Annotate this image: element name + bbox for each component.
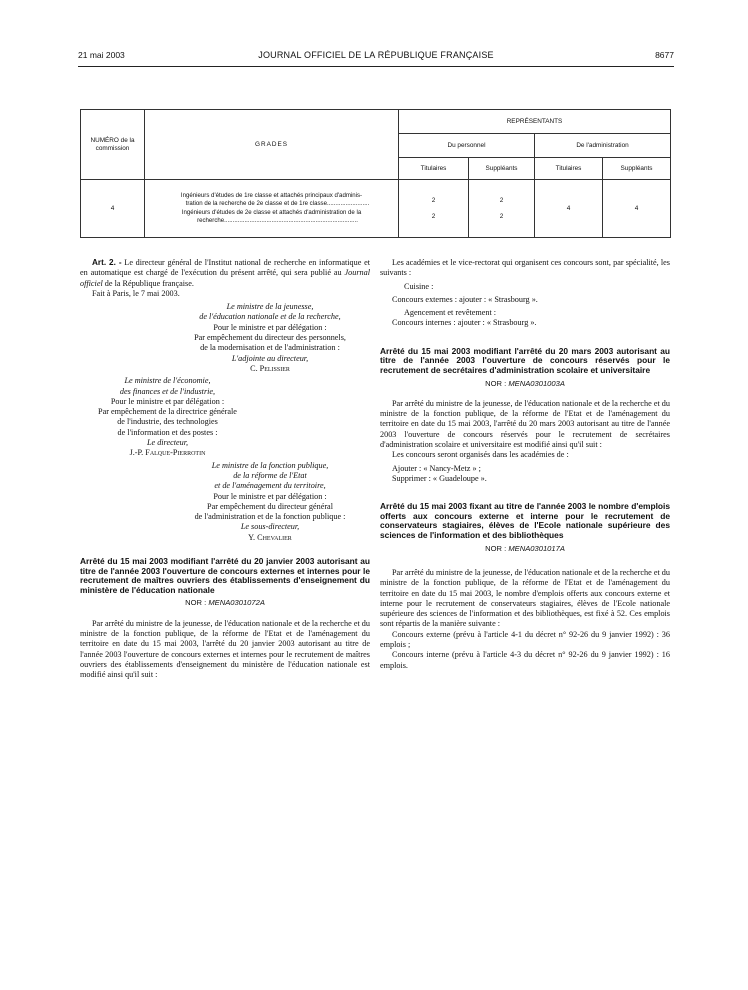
article-2-text: Le directeur général de l'Institut national de recherche en informatique et en automatique est chargé de l'exécution du présent arrêté, qui sera publié au: [80, 258, 370, 278]
row-admin-titulaires: 4: [535, 180, 603, 238]
row-pers-suppleants: [469, 180, 535, 238]
sig-line: de l'industrie, des technologies: [117, 417, 218, 427]
nor-code: MENA0301072A: [208, 598, 265, 608]
value: 2: [431, 196, 436, 204]
signatory-name: J.-P. Falque-Pierrotin: [129, 448, 206, 458]
arrete-text: Par arrêté du ministre de la jeunesse, de l'éducation nationale et de la recherche et du ministre de la fonction publique, de la réforme de l'Etat et de l'aménagement du territoire en date du 15 mai 2003, l'arrêté du 20 janvier 2003 autorisant au titre de l'année 2003 l'ouverture de concours externes et internes pour le recrutement de maîtres ouvriers des établissements d'enseignement du ministère de l'éducation nationale est modifié ainsi qu'il suit :: [80, 618, 370, 680]
nor-code: MENA0301017A: [508, 543, 565, 553]
nor-line: [80, 598, 370, 608]
sig-line: de l'information et des postes :: [117, 427, 218, 437]
sig-line: Le ministre de l'économie,: [124, 376, 211, 386]
grade-line: Ingénieurs d'études de 2e classe et attachés d'administration de la: [181, 208, 362, 216]
journal-title: JOURNAL OFFICIEL DE LA RÉPUBLIQUE FRANÇAISE: [258, 50, 494, 60]
arrete-2-text: Par arrêté du ministre de la jeunesse, de l'éducation nationale et de la recherche et du ministre de la fonction publique, de la réforme de l'Etat et de l'aménagement du territoire en date du 15 mai 2003, l'arrêté du 20 mars 2003 autorisant au titre de l'année 2003 l'ouverture de concours réservés pour le recrutement de secrétaires d'administration scolaire et universitaire est modifié ainsi qu'il suit :: [380, 398, 670, 450]
header-admin-suppleants: Suppléants: [603, 158, 671, 180]
header-administration: De l'administration: [535, 134, 671, 158]
article-2-tail: de la République française.: [102, 278, 194, 288]
fait-a-paris: Fait à Paris, le 7 mai 2003.: [92, 288, 180, 298]
signatory-name: Y. Chevalier: [248, 532, 292, 542]
arrete-3-title: Arrêté du 15 mai 2003 fixant au titre de l'année 2003 le nombre d'emplois offerts aux concours externe et interne pour le recrutement de conservateurs stagiaires, élèves de l'Ecole nationale supérieure des sciences de l'information et des bibliothèques: [380, 501, 670, 541]
header-admin-titulaires: Titulaires: [535, 158, 603, 180]
signature-block-3: [80, 461, 370, 543]
arrete-2-academies: Les concours seront organisés dans les académies de :: [392, 450, 569, 460]
arrete-3-externe: Concours externe (prévu à l'article 4-1 du décret n° 92-26 du 9 janvier 1992) : 36 emplois ;: [380, 629, 670, 649]
sig-line: de la modernisation et de l'administration :: [200, 343, 340, 353]
row-grades: [145, 180, 399, 238]
header-personnel-suppleants: Suppléants: [469, 158, 535, 180]
agencement-interne: Concours internes : ajouter : « Strasbourg ».: [392, 318, 537, 328]
header-grades: GRADES: [145, 110, 399, 180]
row-admin-suppleants: 4: [603, 180, 671, 238]
arrete-2-title: Arrêté du 15 mai 2003 modifiant l'arrêté du 20 mars 2003 autorisant au titre de l'année 2003 l'ouverture de concours réservés pour le recrutement de secrétaires d'administration scolaire et universitaire: [380, 345, 670, 375]
row-pers-titulaires: [399, 180, 469, 238]
sig-line: de l'éducation nationale et de la recherche,: [199, 312, 341, 322]
academies-intro: Les académies et le vice-rectorat qui organisent ces concours sont, par spécialité, les suivants :: [380, 258, 670, 278]
sig-line: Pour le ministre et par délégation :: [213, 322, 327, 332]
nor-label: NOR :: [185, 598, 207, 608]
table-row: [81, 180, 671, 238]
representants-table: [80, 109, 671, 238]
article-2-label: Art. 2. -: [92, 258, 122, 267]
nor-label: NOR :: [485, 543, 507, 553]
value: 2: [499, 212, 504, 220]
signature-block-2: [80, 376, 255, 458]
nor-code: MENA0301003A: [508, 378, 565, 388]
signature-block-1: [80, 302, 370, 374]
sig-line: des finances et de l'industrie,: [119, 386, 216, 396]
value: 2: [431, 212, 436, 220]
arrete-3-text: Par arrêté du ministre de la jeunesse, de l'éducation nationale et de la recherche et du ministre de la fonction publique, de la réforme de l'Etat et de l'aménagement du territoire en date du 15 mai 2003, le nombre d'emplois offerts aux concours externe et interne pour le recrutement de conservateurs stagiaires, élèves de l'Ecole nationale supérieure des sciences de l'information et des bibliothèques, est fixé à 52. Ces emplois sont répartis de la manière suivante :: [380, 567, 670, 629]
grade-line: Ingénieurs d'études de 1re classe et attachés principaux d'adminis-: [180, 191, 363, 199]
grade-line: recherche...............................................................................: [197, 217, 358, 224]
sig-line: Pour le ministre et par délégation :: [110, 396, 225, 406]
article-2-journal: Journal officiel: [80, 268, 370, 288]
nor-line-2: [380, 379, 670, 389]
row-numero: 4: [81, 180, 145, 238]
page-header: [78, 50, 674, 62]
sig-line: L'adjointe au directeur,: [231, 353, 309, 363]
header-rule: [78, 66, 674, 67]
sig-line: Pour le ministre et par délégation :: [213, 491, 327, 501]
value: 2: [499, 196, 504, 204]
header-representants: REPRÉSENTANTS: [399, 110, 671, 134]
signatory-name: C. Pelissier: [250, 363, 290, 373]
sig-line: Le ministre de la jeunesse,: [226, 302, 314, 312]
agencement-label: Agencement et revêtement :: [404, 308, 497, 318]
arrete-title: Arrêté du 15 mai 2003 modifiant l'arrêté du 20 janvier 2003 autorisant au titre de l'année 2003 l'ouverture de concours externes et internes pour le recrutement de maîtres ouvriers des établissements d'enseignement du ministère de l'éducation nationale: [80, 556, 370, 595]
sig-line: Le sous-directeur,: [240, 522, 300, 532]
grade-line: tration de la recherche de 2e classe et de 1re classe.........................: [185, 200, 370, 207]
header-personnel-titulaires: Titulaires: [399, 158, 469, 180]
left-column: [80, 258, 370, 680]
nor-line-3: [380, 544, 670, 554]
cuisine-label: Cuisine :: [404, 281, 434, 291]
sig-line: Par empêchement du directeur des personnels,: [194, 333, 346, 343]
sig-line: et de l'aménagement du territoire,: [214, 481, 326, 491]
sig-line: de l'administration et de la fonction publique :: [194, 512, 346, 522]
sig-line: Le directeur,: [146, 438, 189, 448]
sig-line: Le ministre de la fonction publique,: [211, 460, 329, 470]
arrete-2-ajouter: Ajouter : « Nancy-Metz » ;: [392, 463, 481, 473]
header-date: 21 mai 2003: [78, 50, 125, 60]
arrete-2-supprimer: Supprimer : « Guadeloupe ».: [392, 473, 487, 483]
arrete-3-interne: Concours interne (prévu à l'article 4-3 du décret n° 92-26 du 9 janvier 1992) : 16 emplois.: [380, 650, 670, 670]
sig-line: de la réforme de l'Etat: [233, 470, 307, 480]
article-2: [80, 258, 370, 289]
sig-line: Par empêchement du directeur général: [207, 501, 333, 511]
sig-line: Par empêchement de la directrice générale: [98, 407, 237, 417]
page-number: 8677: [655, 50, 674, 60]
cuisine-externe: Concours externes : ajouter : « Strasbourg ».: [392, 294, 538, 304]
header-personnel: Du personnel: [399, 134, 535, 158]
right-column: [380, 258, 670, 671]
header-numero: NUMÉRO de la commission: [81, 110, 145, 180]
nor-label: NOR :: [485, 378, 507, 388]
